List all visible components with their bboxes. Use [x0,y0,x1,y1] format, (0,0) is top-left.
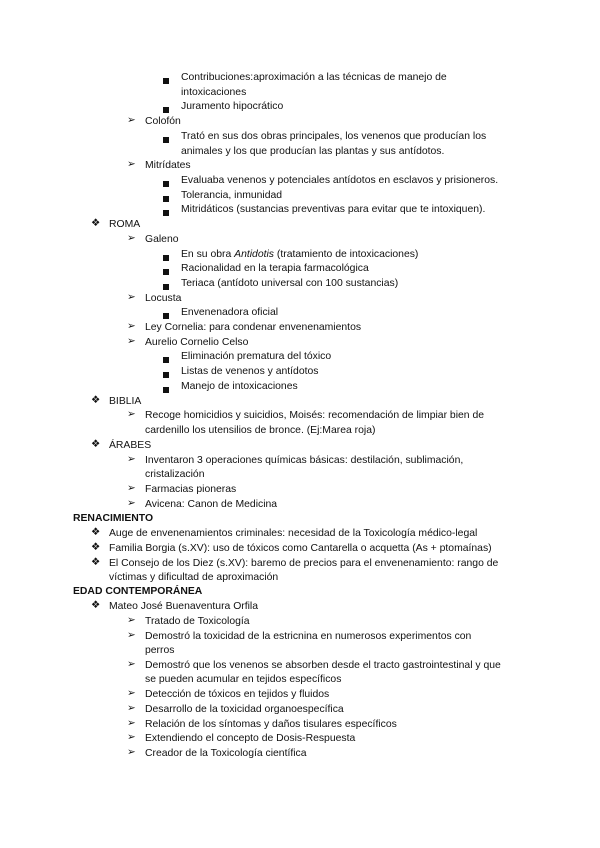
list-item: Inventaron 3 operaciones químicas básicas: destilación, sublimación, [145,455,464,466]
list-item: Detección de tóxicos en tejidos y fluidos [145,689,330,700]
diamond-bullet-icon: ❖ [91,218,101,229]
arrow-bullet-icon: ➢ [127,233,136,244]
list-item-continuation: cardenillo los utensilios de bronce. (Ej:Marea roja) [145,425,376,436]
locusta-heading: Locusta [145,293,182,304]
square-bullet-icon [163,207,169,222]
colofon-heading: Colofón [145,116,181,127]
ley-cornelia-item: Ley Cornelia: para condenar envenenamientos [145,322,362,333]
renacimiento-heading: RENACIMIENTO [73,513,154,524]
list-item: Manejo de intoxicaciones [181,381,298,392]
arrow-bullet-icon: ➢ [127,321,136,332]
list-item: Creador de la Toxicología científica [145,748,307,759]
list-item-continuation: intoxicaciones [181,87,247,98]
arrow-bullet-icon: ➢ [127,630,136,641]
roma-heading: ROMA [109,219,141,230]
diamond-bullet-icon: ❖ [91,395,101,406]
arrow-bullet-icon: ➢ [127,718,136,729]
list-item-continuation: víctimas y dificultad de aproximación [109,572,279,583]
list-item: Envenenadora oficial [181,307,279,318]
galeno-heading: Galeno [145,234,179,245]
list-item-continuation: cristalización [145,469,205,480]
square-bullet-icon [163,75,169,90]
list-item: Avicena: Canon de Medicina [145,499,278,510]
list-item: Extendiendo el concepto de Dosis-Respuesta [145,733,356,744]
celso-heading: Aurelio Cornelio Celso [145,337,249,348]
square-bullet-icon [163,369,169,384]
list-item: En su obra Antidotis (tratamiento de intoxicaciones) [181,249,419,260]
arrow-bullet-icon: ➢ [127,703,136,714]
arrow-bullet-icon: ➢ [127,159,136,170]
arrow-bullet-icon: ➢ [127,732,136,743]
diamond-bullet-icon: ❖ [91,600,101,611]
list-item: Eliminación prematura del tóxico [181,351,332,362]
mitridates-heading: Mitrídates [145,160,191,171]
diamond-bullet-icon: ❖ [91,439,101,450]
diamond-bullet-icon: ❖ [91,557,101,568]
square-bullet-icon [163,252,169,267]
arrow-bullet-icon: ➢ [127,659,136,670]
list-item: Demostró la toxicidad de la estricnina en numerosos experimentos con [145,631,472,642]
arabes-heading: ÁRABES [109,440,152,451]
list-item: Mitridáticos (sustancias preventivas para evitar que te intoxiquen). [181,204,486,215]
book-title: Antidotis [234,249,274,260]
contemporanea-heading: EDAD CONTEMPORÁNEA [73,586,203,597]
list-item: Auge de envenenamientos criminales: necesidad de la Toxicología médico-legal [109,528,478,539]
list-item-continuation: animales y los que producían las plantas y sus antídotos. [181,146,445,157]
list-item: Familia Borgia (s.XV): uso de tóxicos como Cantarella o acquetta (As + ptomaínas) [109,543,492,554]
arrow-bullet-icon: ➢ [127,292,136,303]
square-bullet-icon [163,178,169,193]
list-item: Demostró que los venenos se absorben desde el tracto gastrointestinal y que [145,660,501,671]
list-item: Trató en sus dos obras principales, los venenos que producían los [181,131,487,142]
list-item: Tolerancia, inmunidad [181,190,283,201]
arrow-bullet-icon: ➢ [127,483,136,494]
square-bullet-icon [163,384,169,399]
list-item: Evaluaba venenos y potenciales antídotos en esclavos y prisioneros. [181,175,499,186]
list-item: Recoge homicidios y suicidios, Moisés: recomendación de limpiar bien de [145,410,485,421]
square-bullet-icon [163,354,169,369]
list-item-continuation: perros [145,645,175,656]
list-item: Listas de venenos y antídotos [181,366,319,377]
list-item-continuation: se pueden acumular en tejidos específicos [145,674,342,685]
arrow-bullet-icon: ➢ [127,336,136,347]
square-bullet-icon [163,193,169,208]
arrow-bullet-icon: ➢ [127,409,136,420]
list-item: Farmacias pioneras [145,484,237,495]
list-item: Contribuciones:aproximación a las técnicas de manejo de [181,72,447,83]
arrow-bullet-icon: ➢ [127,615,136,626]
list-item: Racionalidad en la terapia farmacológica [181,263,369,274]
list-item: Teriaca (antídoto universal con 100 sustancias) [181,278,399,289]
list-item: Desarrollo de la toxicidad organoespecífica [145,704,344,715]
arrow-bullet-icon: ➢ [127,688,136,699]
arrow-bullet-icon: ➢ [127,454,136,465]
arrow-bullet-icon: ➢ [127,115,136,126]
arrow-bullet-icon: ➢ [127,747,136,758]
orfila-heading: Mateo José Buenaventura Orfila [109,601,259,612]
list-item: El Consejo de los Diez (s.XV): baremo de precios para el envenenamiento: rango de [109,558,499,569]
arrow-bullet-icon: ➢ [127,498,136,509]
diamond-bullet-icon: ❖ [91,527,101,538]
biblia-heading: BIBLIA [109,396,142,407]
list-item: Relación de los síntomas y daños tisulares específicos [145,719,397,730]
square-bullet-icon [163,134,169,149]
list-item: Tratado de Toxicología [145,616,250,627]
diamond-bullet-icon: ❖ [91,542,101,553]
square-bullet-icon [163,266,169,281]
list-item: Juramento hipocrático [181,101,284,112]
